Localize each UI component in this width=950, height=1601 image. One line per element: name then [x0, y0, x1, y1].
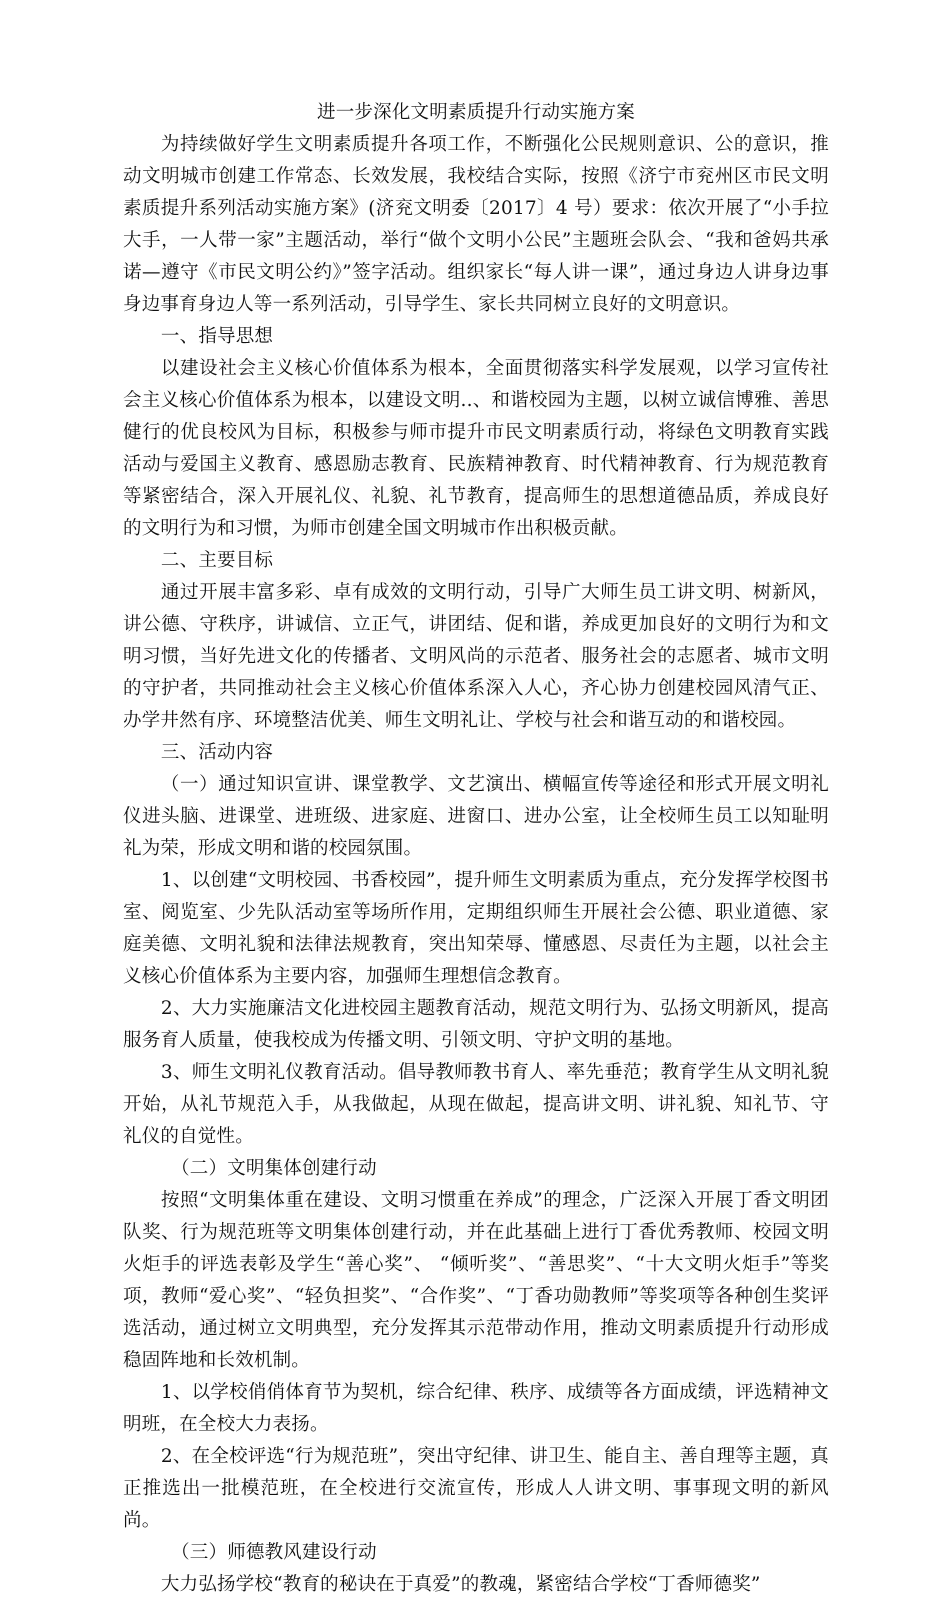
- activity-item-2: 2、大力实施廉洁文化进校园主题教育活动，规范文明行为、弘扬文明新风，提高服务育人质量，使我校成为传播文明、引领文明、守护文明的基地。: [123, 998, 829, 1051]
- activity-item-1: 1、以创建“文明校园、书香校园”，提升师生文明素质为重点，充分发挥学校图书室、阅览室、少先队活动室等场所作用，定期组织师生开展社会公德、职业道德、家庭美德、文明礼貌和法律法规教育，突出知荣辱、懂感恩、尽责任为主题，以社会主义核心价值体系为主要内容，加强师生理想信念教育。: [123, 870, 829, 987]
- document-body: [123, 97, 829, 1601]
- collective-item-2: 2、在全校评选“行为规范班”，突出守纪律、讲卫生、能自主、善自理等主题，真正推选出一批模范班，在全校进行交流宣传，形成人人讲文明、事事现文明的新风尚。: [123, 1446, 829, 1531]
- teacher-ethics-paragraph: 大力弘扬学校“教育的秘诀在于真爱”的教魂，紧密结合学校“丁香师德奖”: [160, 1574, 761, 1595]
- section-heading-main-goals: 二、主要目标: [160, 550, 274, 571]
- subsection-heading-collective: （二）文明集体创建行动: [171, 1158, 377, 1179]
- document-title: 进一步深化文明素质提升行动实施方案: [317, 102, 635, 123]
- section-heading-activity-content: 三、活动内容: [160, 742, 274, 763]
- guiding-ideology-paragraph: 以建设社会主义核心价值体系为根本，全面贯彻落实科学发展观，以学习宣传社会主义核心价值体系为根本，以建设文明..、和谐校园为主题，以树立诚信博雅、善思健行的优良校风为目标，积极参与师市提升市民文明素质行动，将绿色文明教育实践活动与爱国主义教育、感恩励志教育、民族精神教育、时代精神教育、行为规范教育等紧密结合，深入开展礼仪、礼貌、礼节教育，提高师生的思想道德品质，养成良好的文明行为和习惯，为师市创建全国文明城市作出积极贡献。: [123, 358, 829, 539]
- section-heading-guiding-ideology: 一、指导思想: [160, 326, 274, 347]
- collective-paragraph: 按照“文明集体重在建设、文明习惯重在养成”的理念，广泛深入开展丁香文明团队奖、行为规范班等文明集体创建行动，并在此基础上进行丁香优秀教师、校园文明火炬手的评选表彰及学生“善心奖”、 “倾听奖”、“善思奖”、“十大文明火炬手”等奖项，教师“爱心奖”、“轻负担奖”、“合作奖”、“丁香功勋教师”等奖项等各种创生奖评选活动，通过树立文明典型，充分发挥其示范带动作用，推动文明素质提升行动形成稳固阵地和长效机制。: [123, 1190, 829, 1371]
- activity-part1-paragraph: （一）通过知识宣讲、课堂教学、文艺演出、横幅宣传等途径和形式开展文明礼仪进头脑、进课堂、进班级、进家庭、进窗口、进办公室，让全校师生员工以知耻明礼为荣，形成文明和谐的校园氛围。: [123, 774, 829, 859]
- activity-item-3: 3、师生文明礼仪教育活动。倡导教师教书育人、率先垂范；教育学生从文明礼貌开始，从礼节规范入手，从我做起，从现在做起，提高讲文明、讲礼貌、知礼节、守礼仪的自觉性。: [123, 1062, 829, 1147]
- intro-paragraph: 为持续做好学生文明素质提升各项工作，不断强化公民规则意识、公的意识，推动文明城市创建工作常态、长效发展，我校结合实际，按照《济宁市兖州区市民文明素质提升系列活动实施方案》(济兖文明委〔2017〕4 号）要求：依次开展了“小手拉大手，一人带一家”主题活动，举行“做个文明小公民”主题班会队会、“我和爸妈共承诺—遵守《市民文明公约》”签字活动。组织家长“每人讲一课”，通过身边人讲身边事身边事育身边人等一系列活动，引导学生、家长共同树立良好的文明意识。: [123, 134, 829, 315]
- collective-item-1: 1、以学校俏俏体育节为契机，综合纪律、秩序、成绩等各方面成绩，评选精神文明班，在全校大力表扬。: [123, 1382, 829, 1435]
- subsection-heading-teacher-ethics: （三）师德教风建设行动: [171, 1542, 377, 1563]
- main-goals-paragraph: 通过开展丰富多彩、卓有成效的文明行动，引导广大师生员工讲文明、树新风，讲公德、守秩序，讲诚信、立正气，讲团结、促和谐，养成更加良好的文明行为和文明习惯，当好先进文化的传播者、文明风尚的示范者、服务社会的志愿者、城市文明的守护者，共同推动社会主义核心价值体系深入人心，齐心协力创建校园风清气正、办学井然有序、环境整洁优美、师生文明礼让、学校与社会和谐互动的和谐校园。: [123, 582, 829, 731]
